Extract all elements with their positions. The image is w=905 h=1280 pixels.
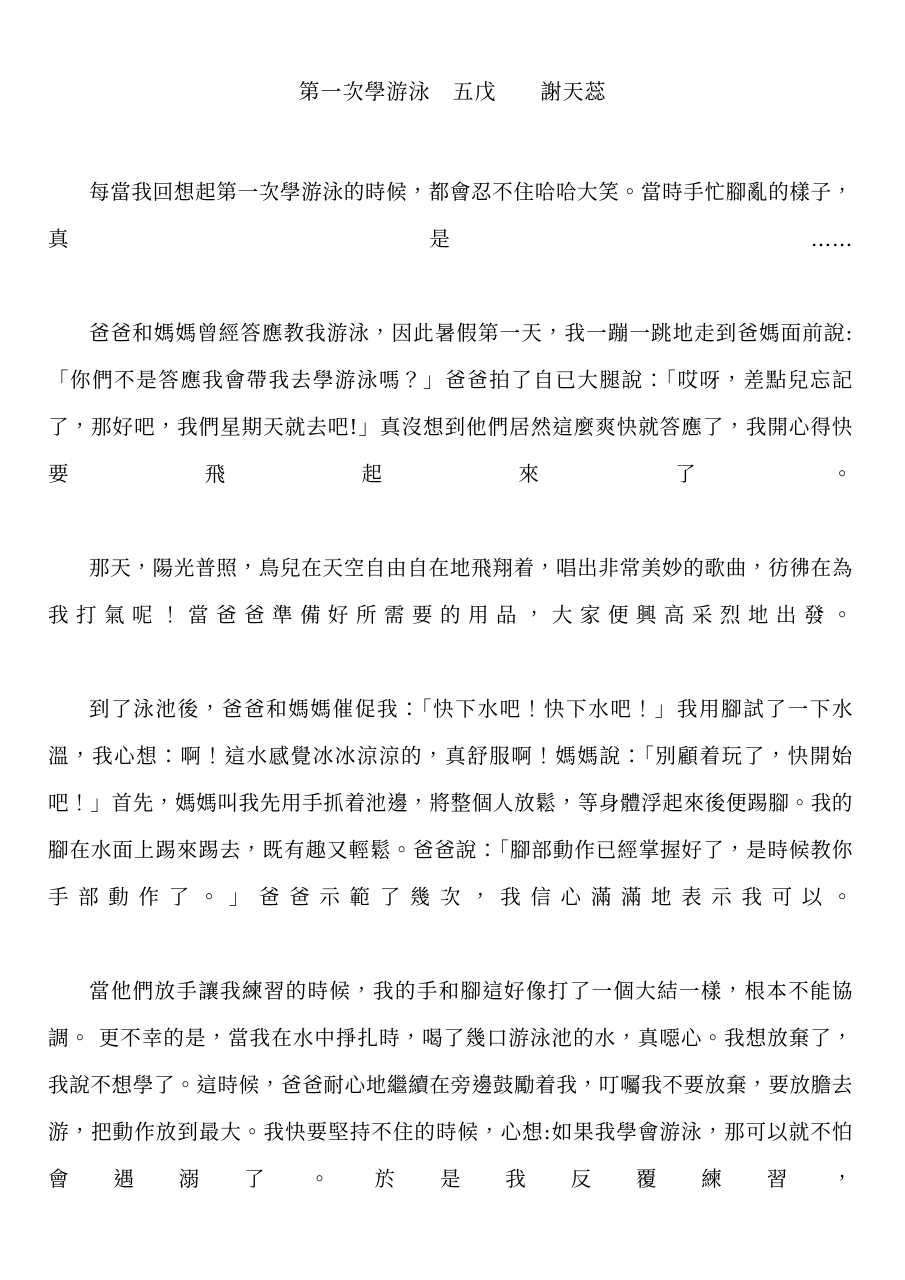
paragraph: 那天，陽光普照，鳥兒在天空自由自在地飛翔着，唱出非常美妙的歌曲，彷彿在為我打氣呢！當爸爸準備好所需要的用品，大家便興高采烈地出發。 [48, 556, 853, 628]
paragraph: 當他們放手讓我練習的時候，我的手和腳這好像打了一個大結一樣，根本不能協調。 更不幸的是，當我在水中掙扎時，喝了幾口游泳池的水，真噁心。我想放棄了，我說不想學了。這時候，爸爸耐心地繼續在旁邊鼓勵着我，叮囑我不要放棄，要放膽去游，把動作放到最大。我快要堅持不住的時候，心想:如果我學會游泳，那可以就不怕會遇溺了。於是我反覆練習， [48, 979, 853, 1192]
document-body [0, 169, 905, 1250]
paragraph: 到了泳池後，爸爸和媽媽催促我：「快下水吧！快下水吧！」我用腳試了一下水溫，我心想：啊！這水感覺冰冰涼涼的，真舒服啊！媽媽說：「別顧着玩了，快開始吧！」首先，媽媽叫我先用手抓着池邊，將整個人放鬆，等身體浮起來後便踢腳。我的腳在水面上踢來踢去，既有趣又輕鬆。爸爸說：「腳部動作已經掌握好了，是時候教你手部動作了。」爸爸示範了幾次，我信心滿滿地表示我可以。 [48, 697, 853, 910]
paragraph: 每當我回想起第一次學游泳的時候，都會忍不住哈哈大笑。當時手忙腳亂的樣子，真是…… [48, 180, 853, 252]
paragraph: 爸爸和媽媽曾經答應教我游泳，因此暑假第一天，我一蹦一跳地走到爸媽面前說:「你們不是答應我會帶我去學游泳嗎？」爸爸拍了自已大腿說：「哎呀，差點兒忘記了，那好吧，我們星期天就去吧!」真沒想到他們居然這麼爽快就答應了，我開心得快要飛起來了。 [48, 321, 853, 487]
document-title: 第一次學游泳 五戊 謝天蕊 [298, 80, 607, 104]
